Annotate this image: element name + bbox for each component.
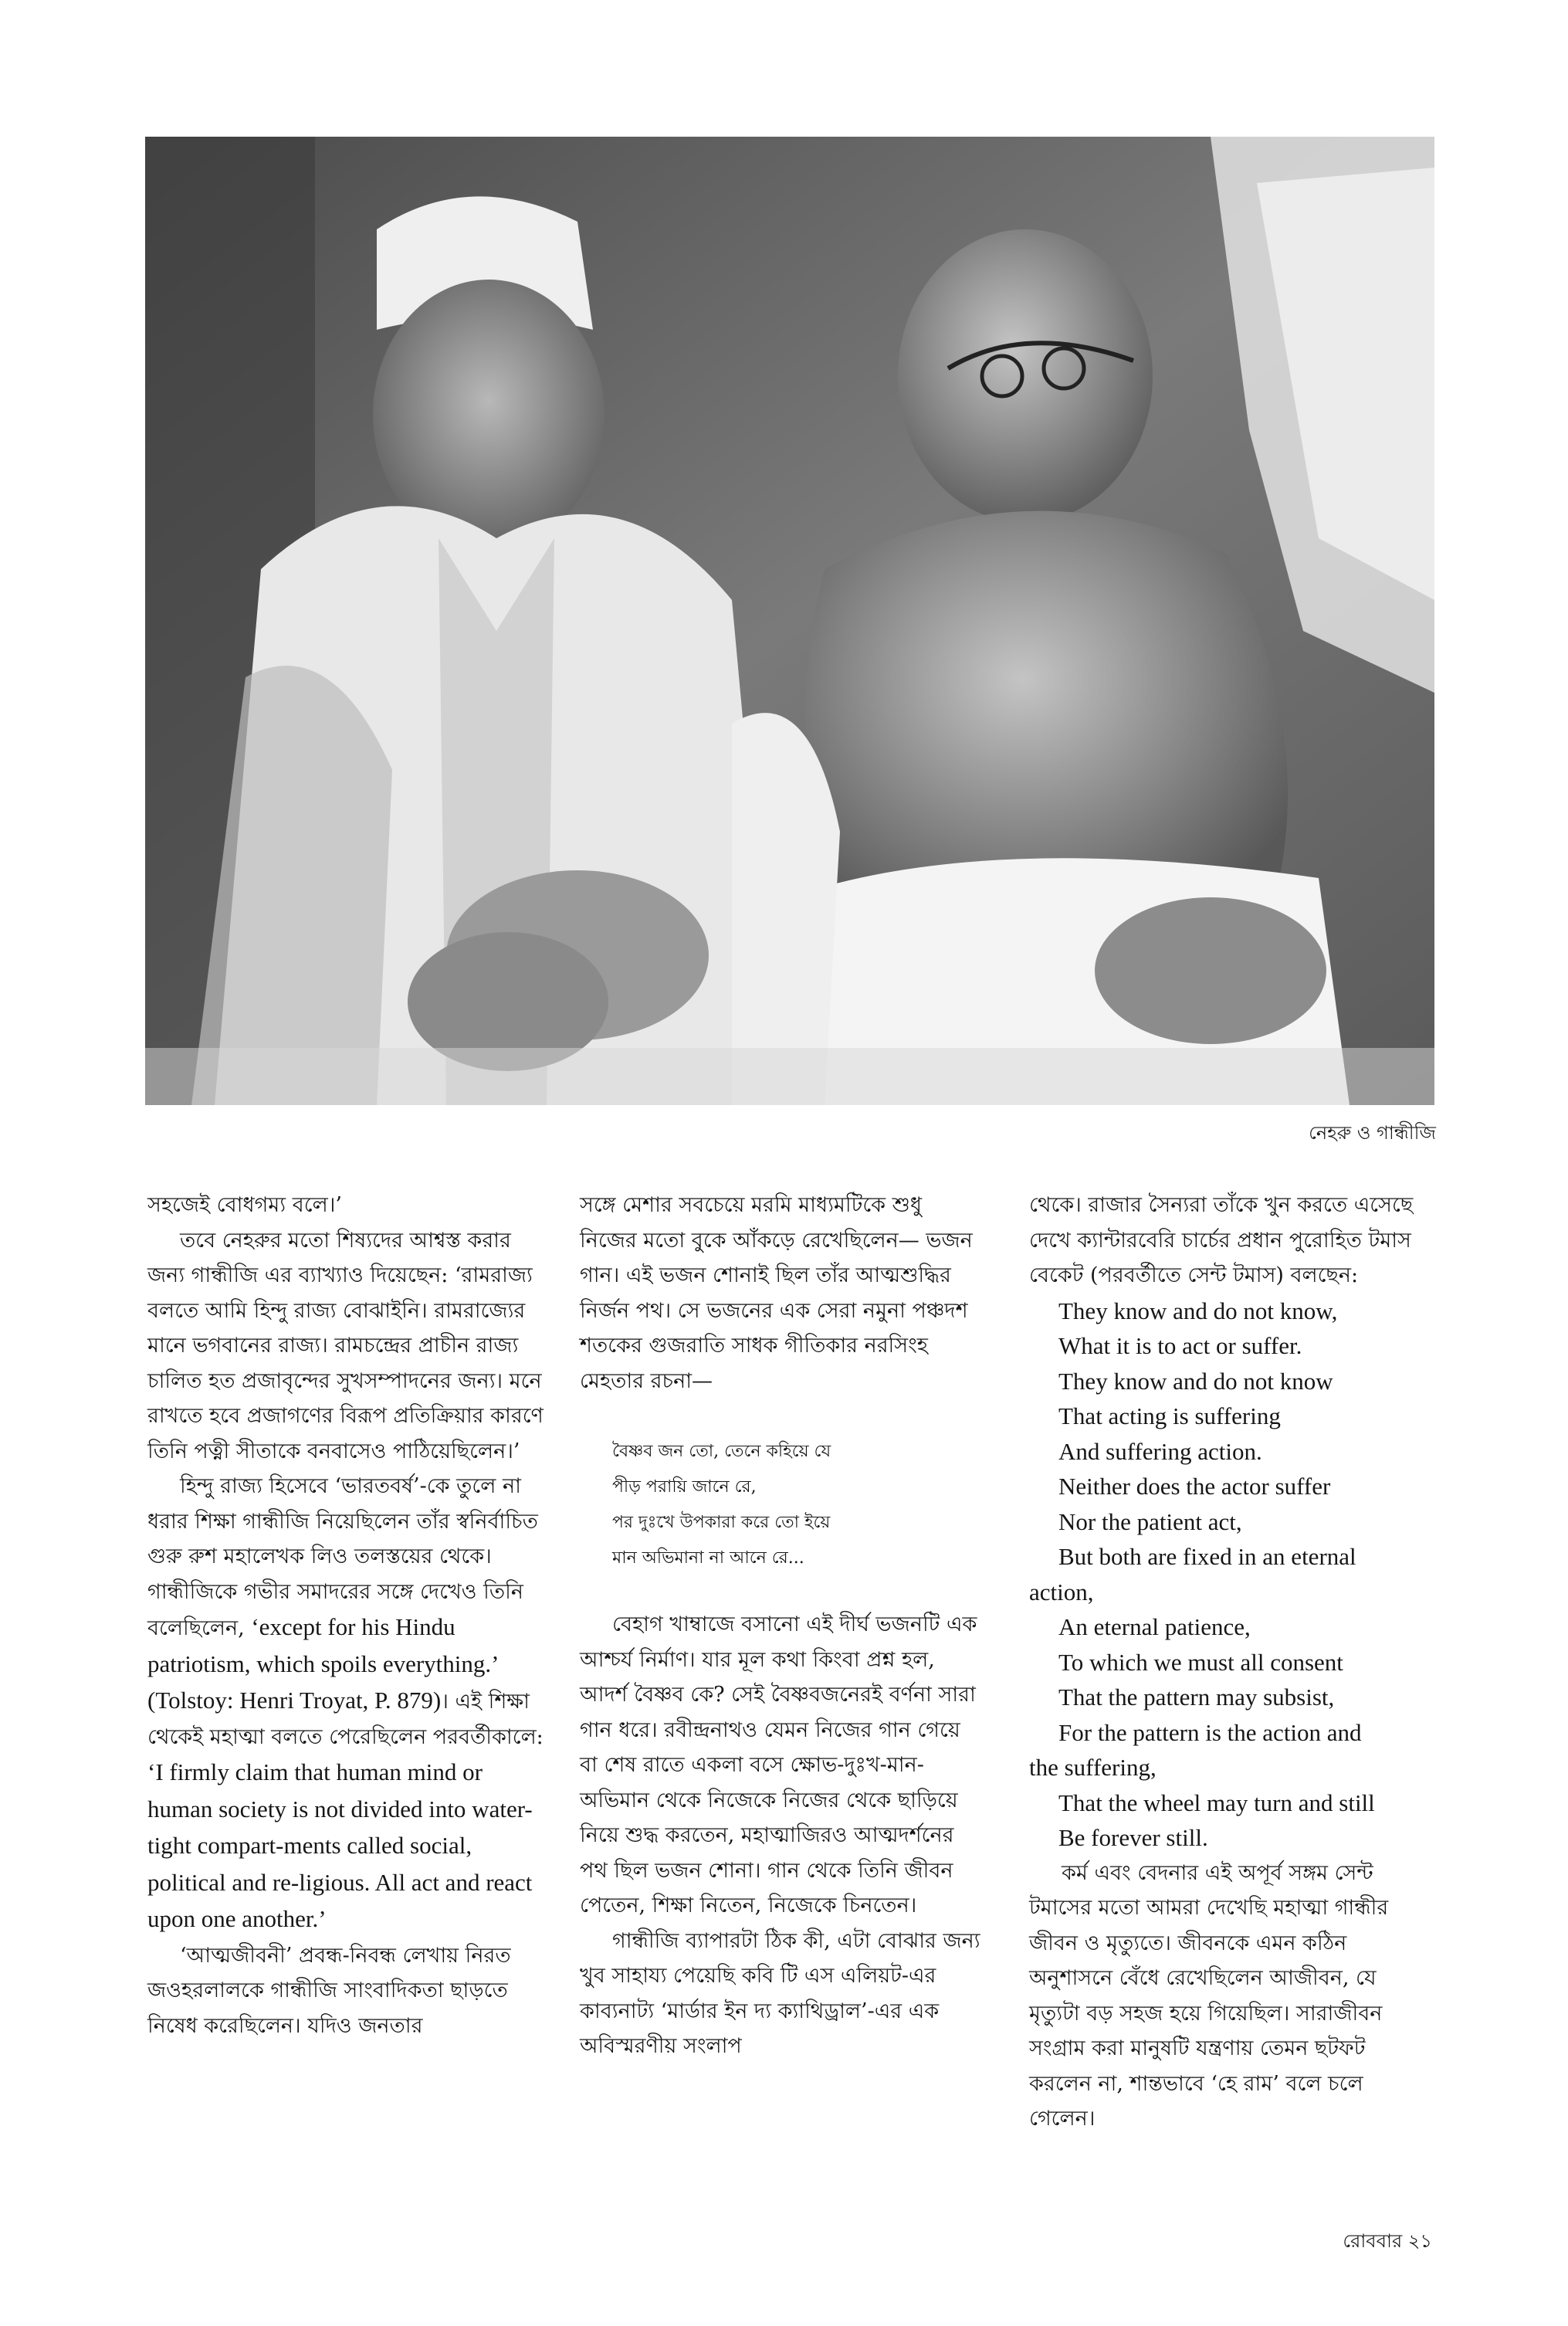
verse-line: action, <box>1029 1578 1094 1605</box>
bhajan-line: বৈষ্ণব জন তো, তেনে কহিয়ে যে <box>612 1442 831 1461</box>
verse-line: Be forever still. <box>1058 1824 1208 1851</box>
verse-line: And suffering action. <box>1058 1437 1262 1465</box>
verse-line: But both are fixed in an eternal <box>1058 1543 1356 1570</box>
verse-line: That the pattern may subsist, <box>1058 1683 1335 1711</box>
bhajan-line: মান অভিমানা না আনে রে... <box>612 1548 804 1568</box>
photo-illustration <box>145 137 1434 1105</box>
verse-line: What it is to act or suffer. <box>1058 1332 1302 1359</box>
verse-line: They know and do not know, <box>1058 1297 1338 1324</box>
verse-line: That the wheel may turn and still <box>1058 1789 1375 1816</box>
page-folio: রোববার ২১ <box>1343 2230 1432 2252</box>
col3-paragraph-2: কর্ম এবং বেদনার এই অপূর্ব সঙ্গম সেন্ট টমাসের মতো আমরা দেখেছি মহাত্মা গান্ধীর জীবন ও মৃত্যুতে। জীবনকে এমন কঠিন অনুশাসনে বেঁধে রেখেছিলেন আজীবন, যে মৃত্যুটা বড় সহজ হয়ে গিয়েছিল। সারাজীবন সংগ্রাম করা মানুষটি যন্ত্রণায় তেমন ছটফট করলেন না, শান্তভাবে ‘হে রাম’ বলে চলে গেলেন। <box>1029 1860 1389 2131</box>
verse-line: To which we must all consent <box>1058 1648 1343 1676</box>
tolstoy-quote: ‘except for his Hindu patriotism, which spoils everything.’ (Tolstoy: Henri Troyat, P. 879) <box>147 1613 498 1714</box>
verse-line: For the pattern is the action and <box>1058 1718 1362 1746</box>
verse-line: That acting is suffering <box>1058 1402 1281 1429</box>
bhajan-verse <box>612 1434 981 1576</box>
column-1 <box>147 1188 549 2043</box>
verse-line: the suffering, <box>1029 1754 1157 1781</box>
col2-paragraph-1: সঙ্গে মেশার সবচেয়ে মরমি মাধ্যমটিকে শুধু নিজের মতো বুকে আঁকড়ে রেখেছিলেন— ভজন গান। এই ভজন শোনাই ছিল তাঁর আত্মশুদ্ধির নির্জন পথ। সে ভজনের এক সেরা নমুনা পঞ্চদশ শতকের গুজরাতি সাধক গীতিকার নরসিংহ মেহতার রচনা— <box>580 1193 973 1393</box>
verse-line: Neither does the actor suffer <box>1058 1473 1331 1500</box>
verse-line: An eternal patience, <box>1058 1613 1251 1640</box>
col3-paragraph-1: থেকে। রাজার সৈন্যরা তাঁকে খুন করতে এসেছে দেখে ক্যান্টারবেরি চার্চের প্রধান পুরোহিত টমাস বেকেট (পরবর্তীতে সেন্ট টমাস) বলছেন: <box>1029 1193 1414 1287</box>
col2-paragraph-2: বেহাগ খাম্বাজে বসানো এই দীর্ঘ ভজনটি এক আশ্চর্য নির্মাণ। যার মূল কথা কিংবা প্রশ্ন হল, আদর্শ বৈষ্ণব কে? সেই বৈষ্ণবজনেরই বর্ণনা সারা গান ধরে। রবীন্দ্রনাথও যেমন নিজের গান গেয়ে বা শেষ রাতে একলা বসে ক্ষোভ-দুঃখ-মান-অভিমান থেকে নিজেকে নিজের থেকে ছাড়িয়ে নিয়ে শুদ্ধ করতেন, মহাত্মাজিরও আত্মদর্শনের পথ ছিল ভজন শোনা। গান থেকে তিনি জীবন পেতেন, শিক্ষা নিতেন, নিজেকে চিনতেন। <box>580 1612 977 1917</box>
eliot-verse <box>1029 1294 1431 1856</box>
col1-paragraph-4: ‘আত্মজীবনী’ প্রবন্ধ-নিবন্ধ লেখায় নিরত জওহরলালকে গান্ধীজি সাংবাদিকতা ছাড়তে নিষেধ করেছিলেন। যদিও জনতার <box>147 1943 511 2038</box>
col1-paragraph-1: সহজেই বোধগম্য বলে।’ <box>147 1193 342 1217</box>
col1-p3-text-a: হিন্দু রাজ্য হিসেবে ‘ভারতবর্ষ’-কে তুলে না ধরার শিক্ষা গান্ধীজি নিয়েছিলেন তাঁর স্বনির্বাচিত গুরু রুশ মহালেখক লিও তলস্তয়ের থেকে। গান্ধীজিকে গভীর সমাদরের সঙ্গে দেখেও তিনি বলেছিলেন, <box>147 1474 538 1640</box>
col1-paragraph-3 <box>147 1469 549 1938</box>
column-3 <box>1029 1188 1431 2137</box>
col1-p3-text-b: । এই শিক্ষা থেকেই মহাত্মা বলতে পেরেছিলেন পরবর্তীকালে: <box>147 1690 544 1749</box>
gandhi-quote: ‘I firmly claim that human mind or human society is not divided into water-tight compart-ments called social, political and re-ligious. All act and react upon one another.’ <box>147 1758 533 1932</box>
col2-paragraph-3: গান্ধীজি ব্যাপারটা ঠিক কী, এটা বোঝার জন্য খুব সাহায্য পেয়েছি কবি টি এস এলিয়ট-এর কাব্যনাট্য ‘মার্ডার ইন দ্য ক্যাথিড্রাল’-এর এক অবিস্মরণীয় সংলাপ <box>580 1928 980 2058</box>
photo-caption: নেহরু ও গান্ধীজি <box>1309 1122 1436 1144</box>
column-2 <box>580 1188 981 2064</box>
bhajan-line: পীড় পরায়ি জানে রে, <box>612 1477 757 1497</box>
verse-line: Nor the patient act, <box>1058 1507 1242 1535</box>
bhajan-line: পর দুঃখে উপকারা করে তো ইয়ে <box>612 1513 831 1532</box>
verse-line: They know and do not know <box>1058 1367 1333 1395</box>
col1-paragraph-2: তবে নেহরুর মতো শিষ্যদের আশ্বস্ত করার জন্য গান্ধীজি এর ব্যাখ্যাও দিয়েছেন: ‘রামরাজ্য বলতে আমি হিন্দু রাজ্য বোঝাইনি। রামরাজ্যের মানে ভগবানের রাজ্য। রামচন্দ্রের প্রাচীন রাজ্য চালিত হত প্রজাবৃন্দের সুখসম্পাদনের জন্য। মনে রাখতে হবে প্রজাগণের বিরূপ প্রতিক্রিয়ার কারণে তিনি পত্নী সীতাকে বনবাসেও পাঠিয়েছিলেন।’ <box>147 1228 544 1463</box>
photo-nehru-gandhi <box>145 137 1434 1105</box>
